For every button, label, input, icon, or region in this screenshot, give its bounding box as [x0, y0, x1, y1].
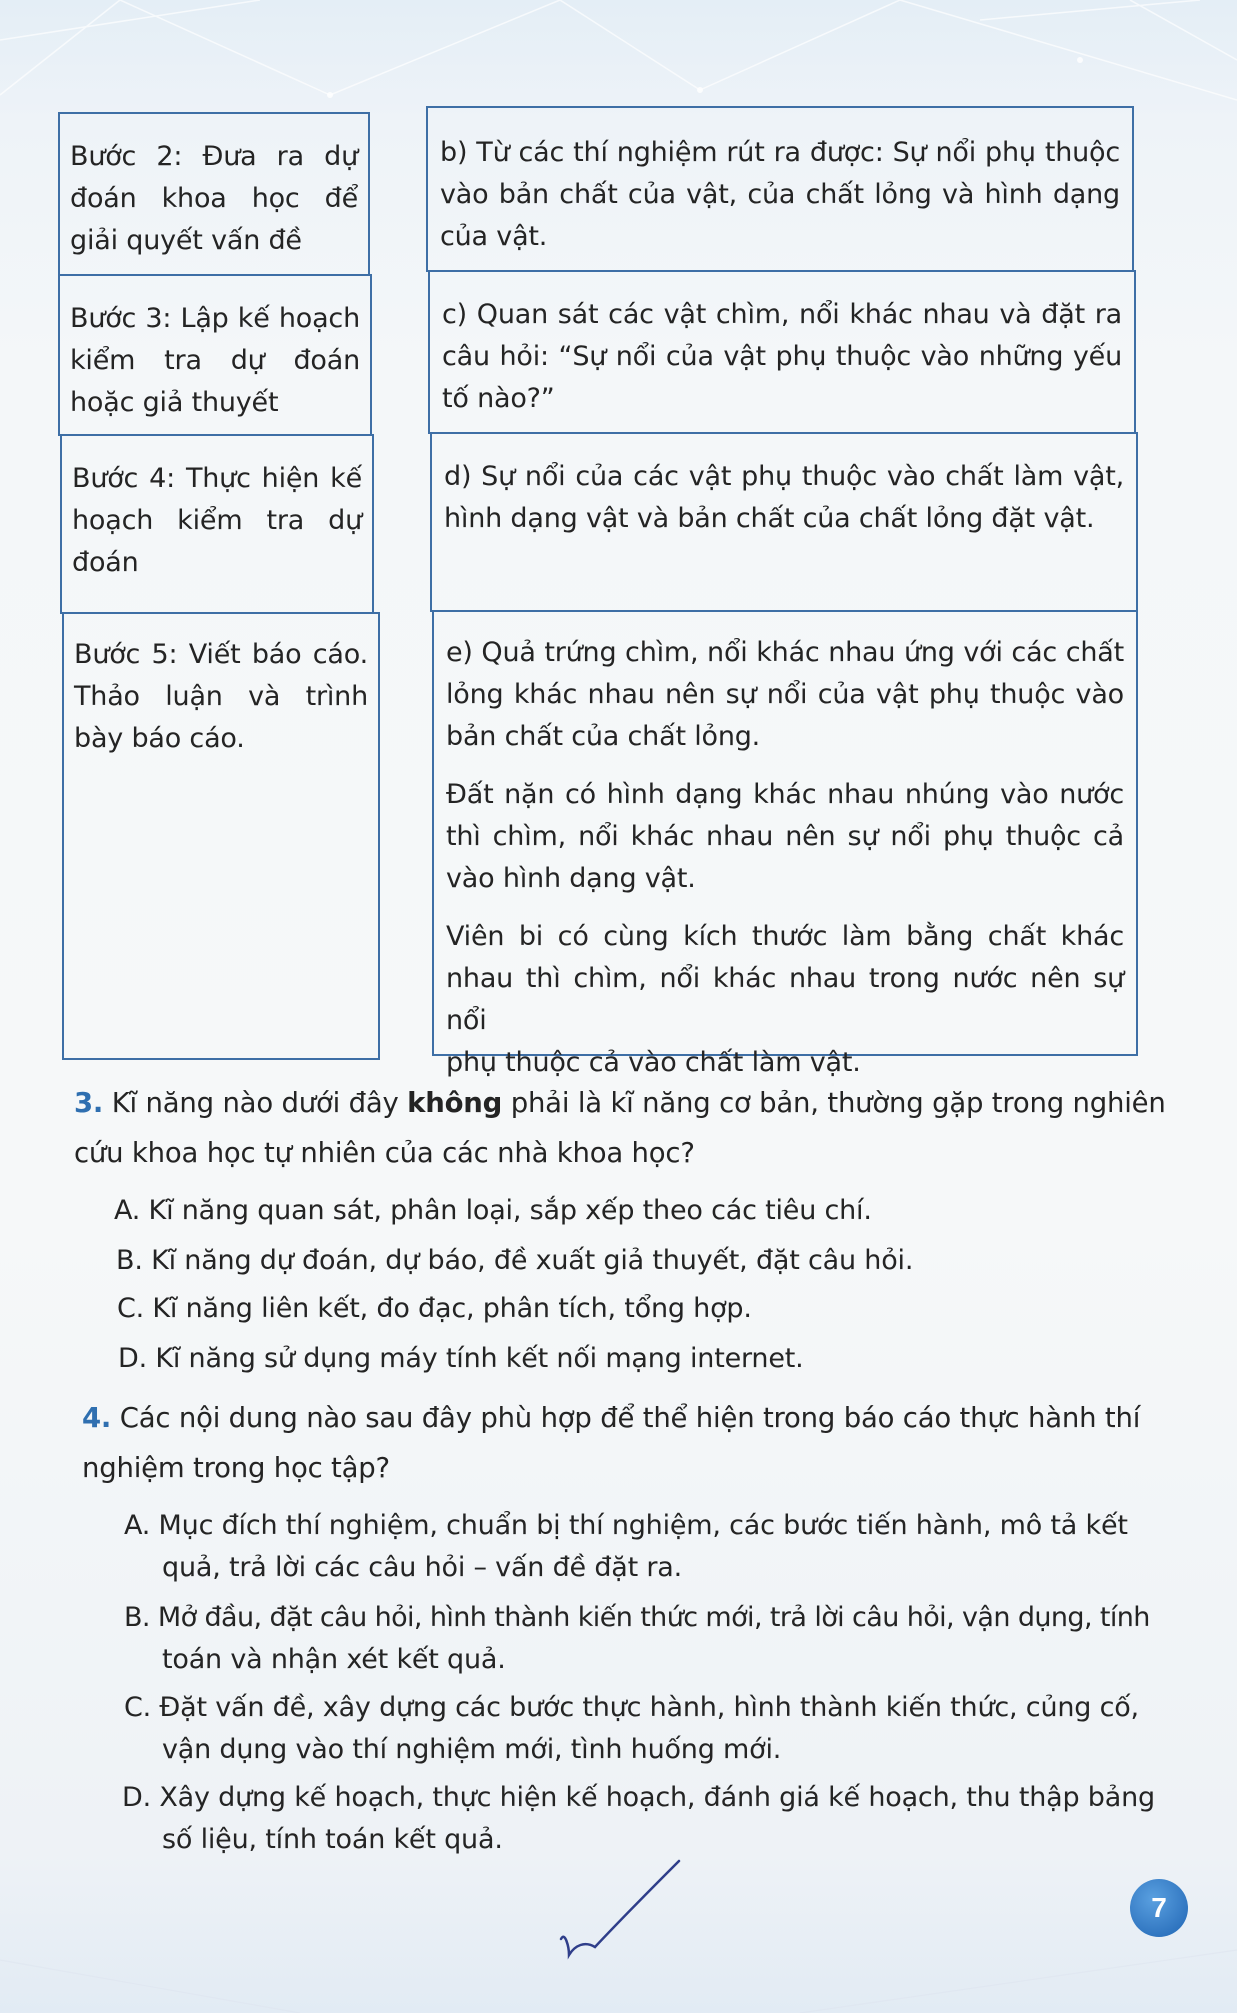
result-d-line-2: hình dạng vật và bản chất của chất lỏng đặt vật. — [444, 503, 1095, 534]
result-e-p2-line-2: thì chìm, nổi khác nhau nên sự nổi phụ thuộc cả — [446, 821, 1124, 852]
question-4-line-2: nghiệm trong học tập? — [82, 1452, 390, 1484]
step-5-cell — [62, 612, 380, 1060]
result-e-p1-line-1: e) Quả trứng chìm, nổi khác nhau ứng với các chất — [446, 637, 1124, 668]
result-c-line-2: câu hỏi: “Sự nổi của vật phụ thuộc vào những yếu — [442, 341, 1122, 372]
result-d-cell — [430, 432, 1138, 612]
step-4-line-2: hoạch kiểm tra dự — [72, 505, 362, 536]
result-e-cell — [432, 610, 1138, 1078]
question-3-option-a[interactable]: A. Kĩ năng quan sát, phân loại, sắp xếp theo các tiêu chí. — [114, 1195, 872, 1226]
step-3-cell — [58, 274, 372, 436]
question-4-option-a[interactable] — [124, 1505, 1164, 1589]
step-2-line-3: giải quyết vấn đề — [70, 225, 302, 256]
question-3-option-c[interactable]: C. Kĩ năng liên kết, đo đạc, phân tích, tổng hợp. — [117, 1293, 752, 1324]
step-3-line-1: Bước 3: Lập kế hoạch — [70, 303, 360, 334]
step-5-line-3: bày báo cáo. — [74, 723, 245, 754]
question-4-line-1 — [82, 1393, 1162, 1443]
result-e-p2-line-1: Đất nặn có hình dạng khác nhau nhúng vào nước — [446, 779, 1124, 810]
question-4-option-b-line-2: toán và nhận xét kết quả. — [162, 1644, 506, 1675]
question-4-option-d-line-1: D. Xây dựng kế hoạch, thực hiện kế hoạch, đánh giá kế hoạch, thu thập bảng — [122, 1782, 1155, 1813]
question-3-text-before: Kĩ năng nào dưới đây — [103, 1087, 408, 1119]
step-2-line-1: Bước 2: Đưa ra dự — [70, 141, 358, 172]
step-4-line-3: đoán — [72, 547, 139, 578]
result-b-line-2: vào bản chất của vật, của chất lỏng và hình dạng — [440, 179, 1120, 210]
question-4-option-c[interactable] — [124, 1687, 1164, 1771]
page-number-badge: 7 — [1130, 1879, 1188, 1937]
question-4-option-d-line-2: số liệu, tính toán kết quả. — [162, 1824, 503, 1855]
result-c-line-1: c) Quan sát các vật chìm, nổi khác nhau và đặt ra — [442, 299, 1122, 330]
question-4-option-c-line-2: vận dụng vào thí nghiệm mới, tình huống mới. — [162, 1734, 782, 1765]
question-3-line-2: cứu khoa học tự nhiên của các nhà khoa học? — [74, 1137, 695, 1169]
result-d-line-1: d) Sự nổi của các vật phụ thuộc vào chất làm vật, — [444, 461, 1124, 492]
step-4-cell — [60, 434, 374, 614]
result-e-p3-line-2: nhau thì chìm, nổi khác nhau trong nước nên sự nổi — [446, 963, 1124, 1036]
question-4 — [82, 1393, 1162, 1493]
step-2-cell — [58, 112, 370, 276]
result-c-cell — [428, 270, 1136, 434]
step-2-line-2: đoán khoa học để — [70, 183, 358, 214]
result-e-p1-line-2: lỏng khác nhau nên sự nổi của vật phụ thuộc vào — [446, 679, 1124, 710]
question-3-option-b[interactable]: B. Kĩ năng dự đoán, dự báo, đề xuất giả thuyết, đặt câu hỏi. — [116, 1245, 914, 1276]
question-3-line-1 — [74, 1078, 1166, 1128]
question-4-number: 4. — [82, 1402, 112, 1434]
question-4-option-a-line-2: quả, trả lời các câu hỏi – vấn đề đặt ra. — [162, 1552, 683, 1583]
question-3-option-d[interactable]: D. Kĩ năng sử dụng máy tính kết nối mạng internet. — [118, 1343, 804, 1374]
result-e-p3-line-3: phụ thuộc cả vào chất làm vật. — [446, 1047, 861, 1078]
result-b-line-1: b) Từ các thí nghiệm rút ra được: Sự nổi phụ thuộc — [440, 137, 1120, 168]
step-4-line-1: Bước 4: Thực hiện kế — [72, 463, 362, 494]
question-4-option-c-line-1: C. Đặt vấn đề, xây dựng các bước thực hành, hình thành kiến thức, củng cố, — [124, 1692, 1139, 1723]
step-3-line-3: hoặc giả thuyết — [70, 387, 279, 418]
question-4-option-b-line-1: B. Mở đầu, đặt câu hỏi, hình thành kiến thức mới, trả lời câu hỏi, vận dụng, tính — [124, 1602, 1150, 1633]
question-4-option-b[interactable] — [124, 1597, 1164, 1681]
result-e-p2-line-3: vào hình dạng vật. — [446, 863, 696, 894]
result-b-cell — [426, 106, 1134, 272]
result-b-line-3: của vật. — [440, 221, 548, 252]
question-4-option-d[interactable] — [122, 1777, 1162, 1861]
step-5-line-2: Thảo luận và trình — [74, 681, 368, 712]
check-mark-icon — [555, 1855, 685, 1965]
result-c-line-3: tố nào?” — [442, 383, 555, 414]
question-3-number: 3. — [74, 1087, 104, 1119]
result-e-p3-line-1: Viên bi có cùng kích thước làm bằng chất khác — [446, 921, 1124, 952]
question-3-text-after: phải là kĩ năng cơ bản, thường gặp trong nghiên — [502, 1087, 1166, 1119]
step-5-line-1: Bước 5: Viết báo cáo. — [74, 639, 368, 670]
question-3-keyword: không — [407, 1087, 503, 1119]
question-4-option-a-line-1: A. Mục đích thí nghiệm, chuẩn bị thí nghiệm, các bước tiến hành, mô tả kết — [124, 1510, 1128, 1541]
step-3-line-2: kiểm tra dự đoán — [70, 345, 360, 376]
question-3 — [74, 1078, 1166, 1178]
question-4-text: Các nội dung nào sau đây phù hợp để thể hiện trong báo cáo thực hành thí — [111, 1402, 1141, 1434]
result-e-p1-line-3: bản chất của chất lỏng. — [446, 721, 761, 752]
